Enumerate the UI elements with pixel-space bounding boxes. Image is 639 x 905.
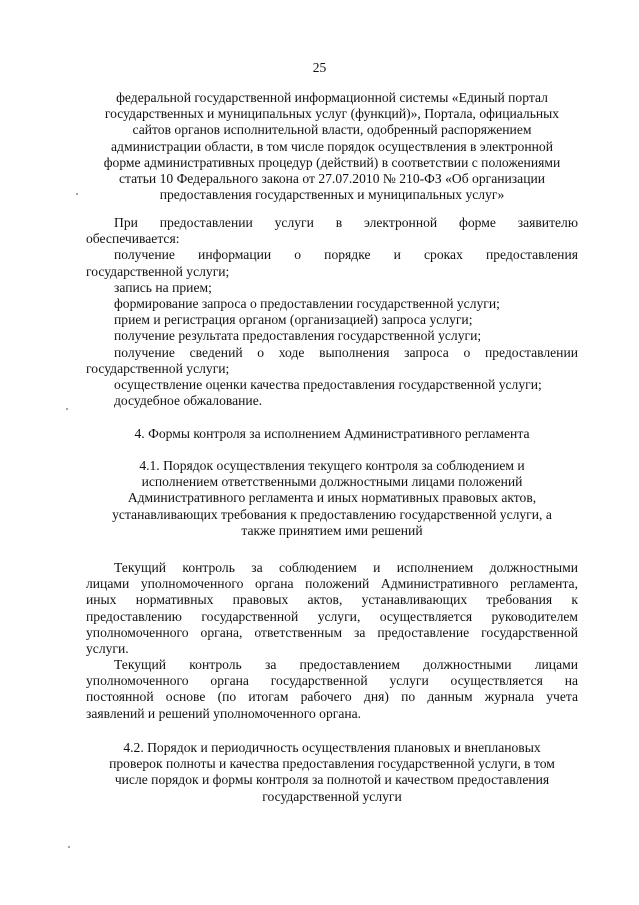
section-heading: 4. Формы контроля за исполнением Административного регламента [134,426,530,441]
paragraph-line: уполномоченного органа, ответственным за предоставление государственной [86,624,578,640]
electronic-services-list [86,215,578,409]
list-item: прием и регистрация органом (организацией) запроса услуги; [114,312,473,328]
paragraph-line: услуги. [86,641,129,657]
section-heading-line: Административного регламента и иных нормативных правовых актов, [127,490,537,506]
section-heading-line: государственной услуги [262,788,402,804]
page-number: 25 [312,60,327,75]
scan-speck [76,193,78,195]
list-item: запись на прием; [114,279,212,295]
paragraph-line: иных нормативных правовых актов, устанавливающих требования к [86,592,578,608]
list-item: осуществление оценки качества предоставления государственной услуги; [114,377,542,393]
paragraph-line: постоянной основе (по итогам рабочего дня) по данным журнала учета [86,689,578,705]
list-item: досудебное обжалование. [114,393,263,409]
list-intro-line: обеспечивается: [86,231,180,247]
section-4-title [86,426,578,442]
paragraph-line: лицами уполномоченного органа положений Административного регламента, [86,576,578,592]
list-item: формирование запроса о предоставлении государственной услуги; [114,296,500,312]
section-heading-line: 4.1. Порядок осуществления текущего контроля за соблюдением и [139,458,525,473]
intro-line: федеральной государственной информационной системы «Единый портал [116,90,548,105]
paragraph-line: предоставлению государственной услуги, осуществляется руководителем [86,608,578,624]
section-heading-line: также принятием ими решений [241,522,423,538]
section-heading-line: числе порядок и формы контроля за полнотой и качеством предоставления [114,772,550,788]
scan-speck [68,846,70,848]
section-heading-line: устанавливающих требования к предоставлению государственной услуги, а [112,506,552,522]
paragraph-current-control [86,560,578,657]
paragraph-line: Текущий контроль за соблюдением и исполнением должностными [114,560,578,575]
section-heading-line: исполнением ответственными должностными лицами положений [141,474,523,490]
list-item: получение сведений о ходе выполнения запроса о предоставлении [114,344,578,360]
paragraph-line: Текущий контроль за предоставлением должностными лицами [114,657,578,672]
section-heading-line: проверок полноты и качества предоставления государственной услуги, в том [109,756,555,772]
paragraph-control-basis [86,657,578,722]
paragraph-line: уполномоченного органа государственной услуги осуществляется на [86,673,578,689]
list-item-continuation: государственной услуги; [86,263,230,279]
scan-speck [66,408,68,410]
list-intro-line: При предоставлении услуги в электронной форме заявителю [114,215,578,230]
intro-line: предоставления государственных и муниципальных услуг» [159,187,505,203]
section-4-2-title [86,740,578,805]
list-item: получение результата предоставления государственной услуги; [114,328,482,344]
intro-line: сайтов органов исполнительной власти, одобренный распоряжением [132,122,532,138]
intro-line: статьи 10 Федерального закона от 27.07.2010 № 210-ФЗ «Об организации [118,171,546,187]
intro-paragraph [86,90,578,203]
list-item: получение информации о порядке и сроках предоставления [114,247,578,263]
intro-line: администрации области, в том числе порядок осуществления в электронной [111,138,553,154]
section-heading-line: 4.2. Порядок и периодичность осуществления плановых и внеплановых [123,740,541,755]
section-4-1-title [86,458,578,539]
intro-line: государственных и муниципальных услуг (функций)», Портала, официальных [104,106,560,122]
list-item-continuation: государственной услуги; [86,360,230,376]
paragraph-line: заявлений и решений уполномоченного органа. [86,705,362,721]
intro-line: форме административных процедур (действий) в соответствии с положениями [103,154,561,170]
